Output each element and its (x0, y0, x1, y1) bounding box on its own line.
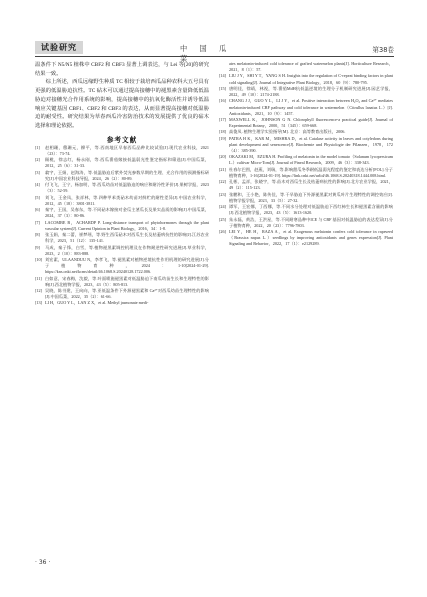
reference-number: [17] (219, 116, 226, 122)
reference-text: 翁宇，王娟，赵海涛，等.低温胁迫后紫外荧光参数早期的生理、光合作用的预测指标研究[J].中国农业科技导报，2024，26（2）：80-89. (45, 169, 209, 181)
body-paragraph: 综上所述，西瓜远缘野生种质 TC 相较于栽培西瓜品种农科大五号具有更强的低温胁迫抗性。TC 砧木可以通过提高接穗中的褪黑素含量降低低温胁迫对接穗光合作用系统的影响，提高接穗中的抗氧化酶活性并诱导低温响应关键基因 CBF1、CBF2 和 CBF3 的表达，从而显著提高接穗对低温胁迫的耐受性。研究结果为草春西瓜冷害防治技术的发展提供了优良的砧木选择和理论依据。 (35, 79, 209, 129)
reference-item (35, 182, 209, 194)
reference-item (219, 217, 393, 229)
reference-number: [21] (219, 166, 226, 172)
reference-number (219, 61, 229, 73)
reference-item (219, 167, 393, 179)
reference-number: [8] (35, 232, 40, 238)
journal-title: 中 国 瓜 菜 (180, 44, 232, 63)
right-column (219, 61, 393, 248)
reference-text: 白如意，宋春梅，沈毅，等.叶面喷施褪黑素对低温胁迫下南瓜幼苗生长和生理特性的影响[J].西北植物学报，2023，43（5）：805-813. (45, 275, 209, 287)
volume-label: 第38卷 (372, 46, 394, 54)
reference-text: 孔彬，孟祥，张晓宇，等.苗木对西瓜生长及枯萎病抗性的影响[J].北方农业学报，2021，49（2）：115-123. (229, 179, 393, 191)
reference-number: [26] (219, 229, 226, 235)
reference-number: [10] (35, 256, 42, 262)
reference-text: 吴晓，陈书建，王向向，等.亚低温条件下外源褪黑素和 Ca²⁺对西瓜幼苗生理特性的影响[J].中国瓜菜，2022，35（2）：61-66. (45, 288, 209, 300)
reference-item (219, 86, 393, 98)
reference-text: 刘飞，王金凤，张祥林，等.四种甲苯类砧木幼苗对鲜贮的耐性差异[J].中国农业科学，2012，45（18）：3801-3811. (45, 194, 209, 206)
reference-number: [9] (35, 244, 40, 250)
left-column (35, 61, 209, 307)
reference-item (219, 117, 393, 129)
reference-text: 高俊凤. 植物生理学实验指导[M]. 北京：高等教育出版社，2006. (229, 129, 346, 135)
reference-item (219, 229, 393, 247)
reference-item (35, 157, 209, 169)
reference-text: MAXWELL K，JOHNSON G N. Chlorophyll fluorescence-a practical guide[J]. Journal of Experimental Botany，2000，51（345）：659-668. (229, 116, 393, 129)
reference-text: LACOMBE B，ACHARDP P. Long-distance transport of phytohormones through the plant vascular system[J]. Current Opinion in Plant Biology，2016，34：1-8. (45, 219, 209, 231)
reference-text: LI H，GUO Y L，LAN Z X，et al. Methyl jasmonate medi- (45, 300, 149, 306)
reference-text: LEI Y，HE H，RAZA A，et al. Exogenous melatonin confers cold tolerance in rapeseed（Brassica napus L.）seedlings by improving antioxidants and genes expression[J]. Plant Signaling and Behavior，2022，17（1）：e2129289. (229, 229, 393, 247)
reference-text: 马成，秦子锋，白雪，等.植物褪黑素调控机理及在作物耐逆性研究进展[J].草业科学，2023，2（10）：883-888. (45, 244, 209, 256)
reference-number: [13] (35, 300, 42, 306)
reference-item (35, 207, 209, 219)
reference-item (219, 154, 393, 166)
reference-text: LIU J Y，SHI Y T，YANG S H. Insights into the regulation of C-repeat binding factors in plant cold signaling[J]. Journal of Integrative Plant Biology，2018，60（9）：780-795. (229, 73, 393, 85)
reference-item (35, 220, 209, 232)
reference-text: OKAZAKI M，EZURA H. Profiling of melatonin in the model tomato（Solanum lycopersicum L.）cultivar Micro-Tom[J]. Journal of Pineal Research，2009，46（3）：338-343. (229, 154, 393, 166)
reference-number: [12] (35, 288, 42, 293)
reference-number: [24] (219, 204, 226, 210)
reference-item (219, 192, 393, 204)
reference-item (35, 195, 209, 207)
reference-text: 张玉娟，秦二蕾，崔梦瑶，等.野生西瓜砧木对西瓜生长及枯萎病抗性的影响[J].江苏农业科学，2023，51（12）：135-141. (45, 232, 209, 244)
reference-item (35, 300, 209, 306)
reference-text: ates melatonin-induced cold tolerance of grafted watermelon plants[J]. Horticulture Research，2021，8（1）：57. (229, 61, 393, 73)
reference-item (35, 145, 209, 157)
reference-item (219, 129, 393, 135)
reference-number: [11] (35, 275, 42, 281)
reference-item (35, 170, 209, 182)
reference-number: [19] (219, 135, 226, 141)
reference-text: 顾桃，徐志红，杨永刚，等.西瓜番茄嫁接低温弱光性鉴定指标和筛选[J].中国瓜菜，2012，25（6）：31-33. (45, 157, 209, 169)
reference-number: [6] (35, 207, 40, 213)
reference-number: [2] (35, 157, 40, 163)
reference-item (219, 73, 393, 85)
reference-number: [20] (219, 154, 226, 160)
reference-number: [3] (35, 169, 40, 175)
reference-item (35, 232, 209, 244)
reference-item (219, 61, 393, 73)
reference-number: [4] (35, 182, 40, 188)
reference-text: 朱永磊，黄浩，王洪星，等.不同耐寒品种中ICE 与 CBF 基因对低温胁迫的表达差异[J].分子植物育种，2022，20（23）：7796-7803. (229, 216, 393, 228)
page-number: · 36 · (35, 559, 51, 566)
reference-text: CHANG J J，GUO Y L，LI J Y，et al. Positive interaction between H₂O₂ and Ca²⁺ mediates melatonin-induced CBF pathway and cold tolerance in watermelon（Citrullus lanatus L.）[J]. Antioxidants，2021，10（9）：1457. (229, 98, 393, 116)
reference-number: [7] (35, 219, 40, 225)
reference-item (219, 204, 393, 216)
reference-list-right (219, 61, 393, 247)
reference-text: 秦宇，王国，吴春东，等.不同砧木嫁接对金瓜主茎瓜长及果实品质的影响[J].中国瓜菜，2024，37（3）：80-86. (45, 207, 209, 219)
reference-text: 谭军，王宏娜，丁西娜，等.不同水分处理对低温胁迫下西红柿生长和褪黑素含量的影响[J].西北植物学报，2023，43（5）：1613-1620. (229, 204, 393, 216)
reference-number: [1] (35, 144, 40, 150)
reference-text: 付飞飞，王宁，杨加明，等.西瓜幼苗对低温胁迫的响应和耐冷性评价[J].果树学报，2023（3）：52-59. (45, 182, 209, 194)
reference-text: PATRA H K，KAR M，MISHRA D，et al. Catalase activity in leaves and cotyledons during plant development and senescence[J]. Biochemie und Physiologie der Pflanzen，1978，172（4）：385-390. (229, 135, 393, 153)
reference-number: [18] (219, 129, 226, 135)
reference-number: [23] (219, 191, 226, 197)
reference-number: [14] (219, 73, 226, 79)
reference-item (35, 276, 209, 288)
reference-item (35, 288, 209, 300)
header-rule (35, 56, 394, 57)
reference-item (219, 98, 393, 116)
reference-item (35, 245, 209, 257)
reference-item (35, 257, 209, 275)
body-paragraph: 温条件下 N5/N5 植株中 CBF2 和 CBF3 显著上调表达，与 Lei 等[20]的研究结果一致。 (35, 62, 209, 77)
reference-item (219, 179, 393, 191)
reference-number: [5] (35, 194, 40, 200)
reference-text: 杜春尔巴图，赵燕，刘瑞，等.影响甜瓜冬季耐低温弱光程度的鉴定和表达分析[FOL].分子植物育种，1-16[2024-01-19]. https://link.cnki.net/urlid/46.1068.S.20240318.1444.008.html. (229, 166, 393, 178)
reference-text: 刘宏素，ULAANDUU N，李孝飞，等.褪黑素对植物逆境抗性作用机理的研究进展[J].分子植物育种，2024：1-10[2024-01-29]. https://kns.cnki.net/kcms/detail/46.1068.S.20240128.1722.006. (45, 256, 209, 275)
reference-number: [15] (219, 85, 226, 91)
reference-text: 赵相珊，穆珊元，柳平，等.西南地区早春西瓜品种比较试验[J].现代农业科技，2021（23）：73-74. (45, 144, 209, 156)
reference-list-left (35, 145, 209, 307)
reference-item (219, 136, 393, 154)
reference-number: [16] (219, 98, 226, 104)
section-tag: 试验研究 (35, 41, 83, 54)
reference-text: 张鹏和，王小艳，陈传佳，等.干旱胁迫下外源褪黑素对黄瓜叶片生理特性的调控效应[J].植物学报学报，2023，33（5）：27-32. (229, 191, 393, 203)
reference-number: [25] (219, 216, 226, 222)
reference-text: 唐明佳，徐靖，林视，等.番茄MdH抗低温逆境的生理分子机制研究进展[J].园艺学报，2022，49（10）：2174-2188. (229, 85, 393, 98)
references-heading: 参考文献 (106, 136, 138, 144)
reference-number: [22] (219, 179, 226, 185)
